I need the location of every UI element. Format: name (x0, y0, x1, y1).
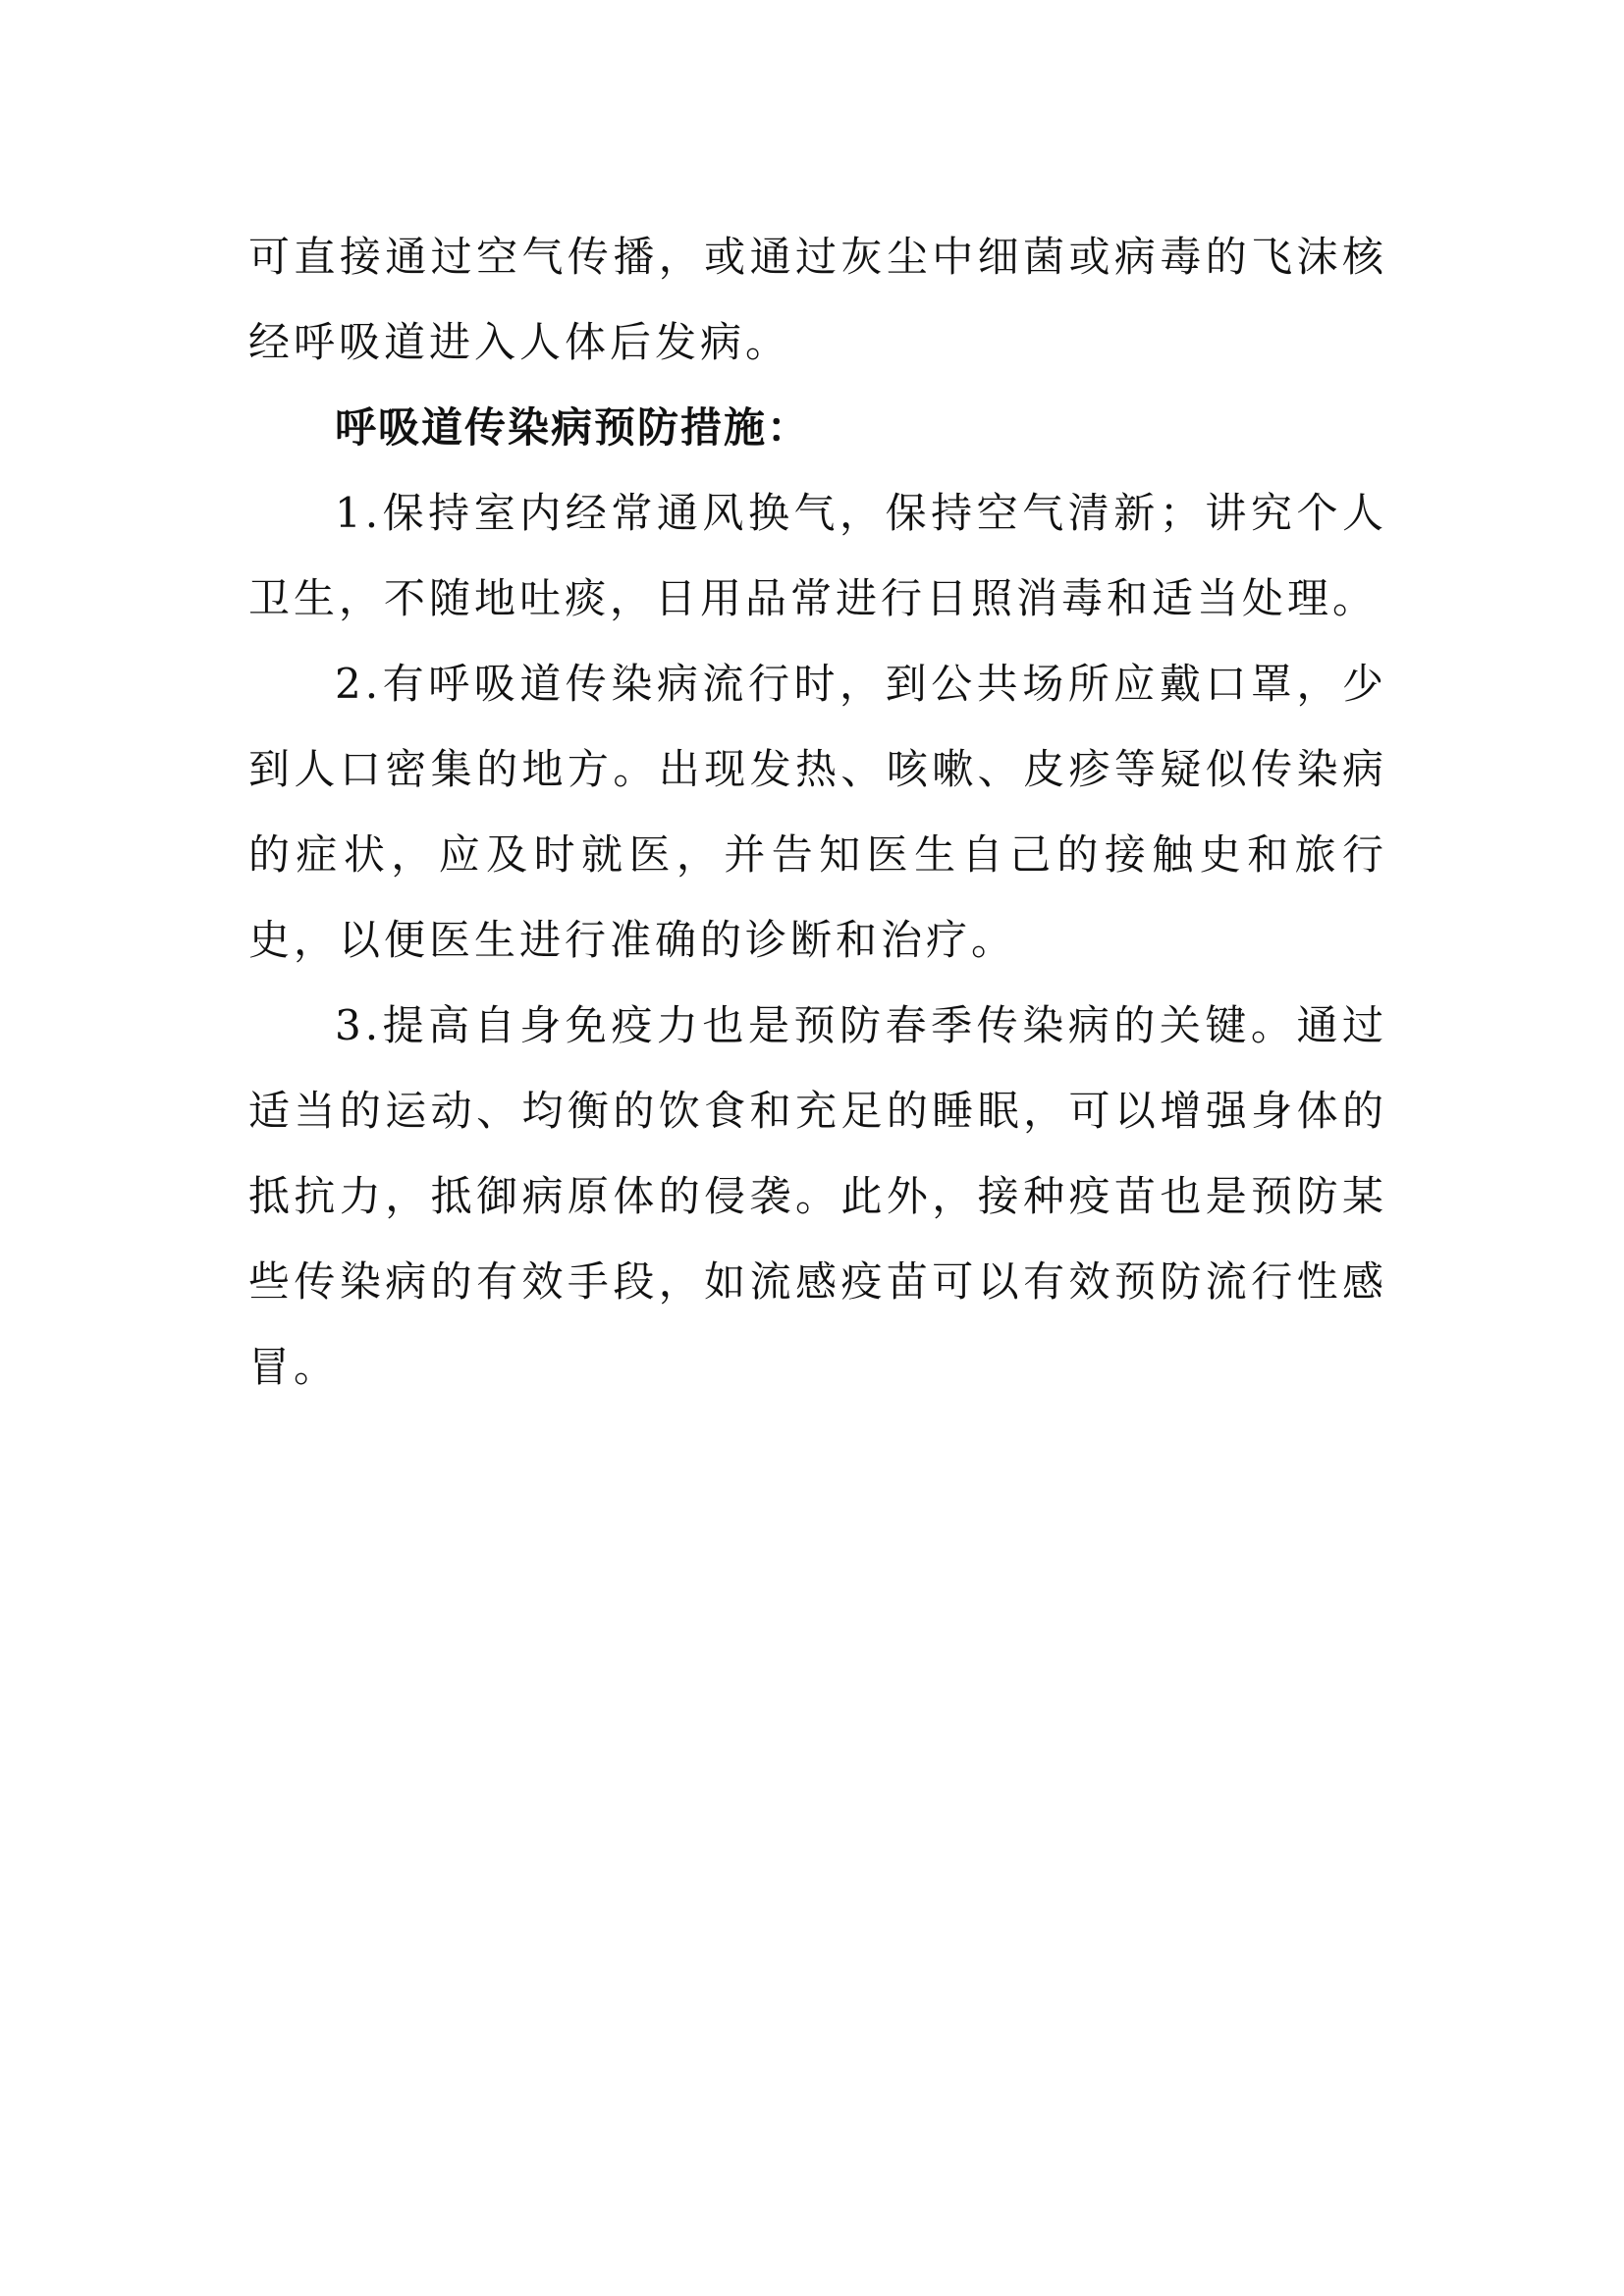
section-heading: 呼吸道传染病预防措施： (335, 403, 811, 452)
intro-paragraph: 可直接通过空气传播，或通过灰尘中细菌或病毒的飞沫核经呼吸道进入人体后发病。 (248, 233, 1387, 366)
prevention-item-1: 1.保持室内经常通风换气，保持空气清新；讲究个人卫生，不随地吐痰，日用品常进行日照消毒和适当处理。 (248, 489, 1387, 622)
document-body (248, 214, 1387, 1410)
prevention-item-3: 3.提高自身免疫力也是预防春季传染病的关键。通过适当的运动、均衡的饮食和充足的睡眠，可以增强身体的抵抗力，抵御病原体的侵袭。此外，接种疫苗也是预防某些传染病的有效手段，如流感疫苗可以有效预防流行性感冒。 (248, 1001, 1387, 1391)
prevention-item-2: 2.有呼吸道传染病流行时，到公共场所应戴口罩，少到人口密集的地方。出现发热、咳嗽、皮疹等疑似传染病的症状，应及时就医，并告知医生自己的接触史和旅行史，以便医生进行准确的诊断和治疗。 (248, 660, 1387, 964)
